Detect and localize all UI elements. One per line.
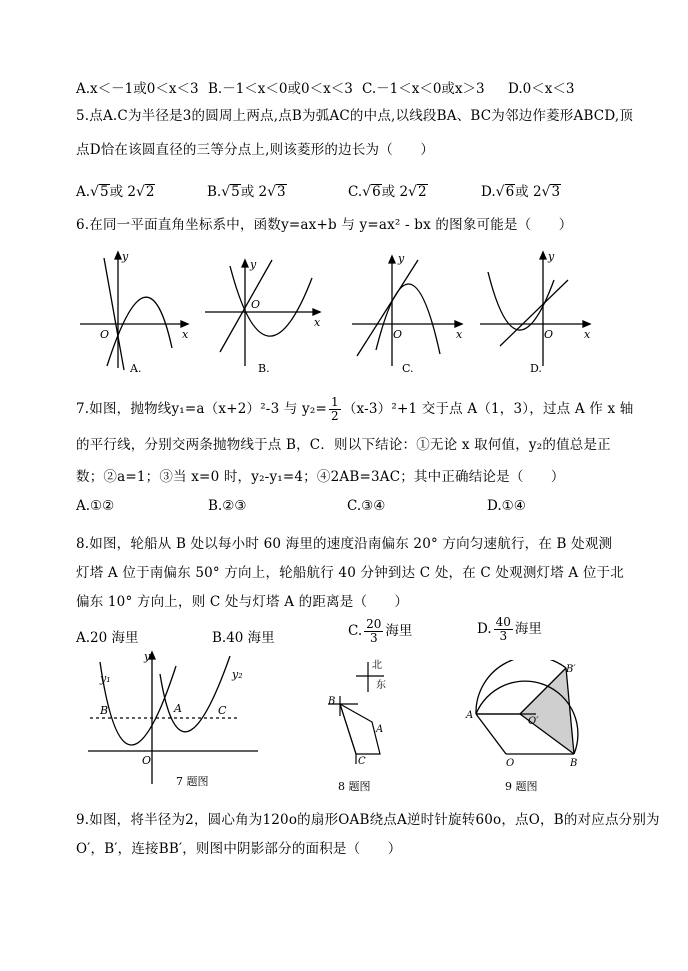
fig8-point-c: C <box>358 756 366 767</box>
fig9-rotated-sector <box>462 660 592 772</box>
q6d-origin-label: O <box>544 328 554 341</box>
q6-caption-b: B. <box>258 362 270 375</box>
fig9-point-b-prime: B′ <box>566 664 576 675</box>
fig7-y-label: y <box>144 650 151 663</box>
fig8-point-a: A <box>376 724 384 735</box>
q7-option-c: C.③④ <box>347 498 386 514</box>
q6c-y-label: y <box>398 252 405 265</box>
q7-option-d: D.①④ <box>487 498 526 514</box>
fig8-north-label: 北 <box>372 660 382 671</box>
q7-option-b: B.②③ <box>208 498 247 514</box>
q8-stem-line3: 偏东 10° 方向上，则 C 处与灯塔 A 的距离是（ ） <box>76 594 409 610</box>
fig7-origin: O <box>142 754 152 767</box>
q8-option-d: D. $\frac{40}{3}$ 海里 <box>477 615 542 643</box>
fig7-parabolas <box>80 648 260 788</box>
q5-option-d: D.√6或 2√3 <box>481 184 561 200</box>
fig8-east-label: 东 <box>376 680 386 691</box>
fig7-y2-label: y₂ <box>232 668 243 681</box>
fig7-point-a: A <box>174 702 182 715</box>
q5-option-b: B.√5或 2√3 <box>207 184 286 200</box>
q4-option-c: C.－1＜x＜0或x＞3 <box>362 81 485 97</box>
q5-option-c: C.√6或 2√2 <box>348 184 427 200</box>
q6a-y-label: y <box>122 250 129 263</box>
q6-caption-a: A. <box>130 362 142 375</box>
q7-stem-line3: 数；②a=1；③当 x=0 时，y₂-y₁=4；④2AB=3AC；其中正确结论是（ ） <box>76 469 565 485</box>
q8-stem-line1: 8.如图，轮船从 B 处以每小时 60 海里的速度沿南偏东 20° 方向匀速航行，在 B 处观测 <box>76 536 613 552</box>
q8-stem-line2: 灯塔 A 位于南偏东 50° 方向上，轮船航行 40 分钟到达 C 处，在 C 处观测灯塔 A 位于北 <box>76 565 624 581</box>
q7-option-a: A.①② <box>76 498 115 514</box>
fig7-caption: 7 题图 <box>176 775 209 788</box>
fig8-caption: 8 题图 <box>338 780 371 793</box>
fig8-navigation <box>318 656 408 768</box>
q4-option-a: A.x＜－1或0＜x＜3 <box>76 81 199 97</box>
q8-option-b: B.40 海里 <box>212 630 275 646</box>
q6d-x-label: x <box>584 328 591 341</box>
fig7-point-c: C <box>218 704 227 717</box>
fig7-y1-label: y₁ <box>100 672 111 685</box>
fig7-point-b: B <box>100 704 109 717</box>
q6c-x-label: x <box>456 328 463 341</box>
fig9-point-b: B <box>570 758 578 769</box>
q6-caption-d: D. <box>530 362 542 375</box>
q6b-y-label: y <box>250 258 257 271</box>
q6b-x-label: x <box>314 316 321 329</box>
q7-stem-line2: 的平行线，分别交两条抛物线于点 B，C．则以下结论：①无论 x 取何值，y₂的值总是正 <box>76 437 611 453</box>
q8-option-c: C. $\frac{20}{3}$ 海里 <box>348 617 413 645</box>
q4-option-b: B.－1＜x＜0或0＜x＜3 <box>208 81 353 97</box>
q6a-x-label: x <box>182 328 189 341</box>
q6-graph-options <box>80 248 600 378</box>
q6-caption-c: C. <box>402 362 414 375</box>
q8-option-a: A.20 海里 <box>76 630 139 646</box>
q5-option-a: A.√5或 2√2 <box>76 184 155 200</box>
q6-stem: 6.在同一平面直角坐标系中，函数y=ax+b 与 y=ax² - bx 的图象可能是（ ） <box>76 217 573 233</box>
q9-stem-line2: O′，B′，连接BB′，则图中阴影部分的面积是（ ） <box>76 841 402 857</box>
q6b-origin-label: O <box>251 298 261 311</box>
q4-option-d: D.0＜x＜3 <box>508 81 575 97</box>
fig9-caption: 9 题图 <box>505 780 538 793</box>
fig8-point-b: B <box>328 696 336 707</box>
q6c-origin-label: O <box>393 328 403 341</box>
fig9-point-o-prime: O′ <box>528 716 539 727</box>
fig9-point-a: A <box>466 710 474 721</box>
fig9-point-o: O <box>506 758 515 769</box>
q9-stem-line1: 9.如图，将半径为2，圆心角为120o的扇形OAB绕点A逆时针旋转60o，点O，B的对应点分别为 <box>76 812 660 828</box>
q7-fraction: $\frac{1}{2}$ <box>331 395 339 423</box>
q5-stem-line2: 点D恰在该圆直径的三等分点上,则该菱形的边长为（ ） <box>76 142 435 158</box>
q6a-origin-label: O <box>100 328 110 341</box>
q7-stem-line1: 7.如图，抛物线y₁=a（x+2）²-3 与 y₂= $\frac{1}{2}$ （x-3）²+1 交于点 A（1，3），过点 A 作 x 轴 <box>76 395 634 423</box>
q5-stem-line1: 5.点A.C为半径是3的圆周上两点,点B为弧AC的中点,以线段BA、BC为邻边作菱形ABCD,顶 <box>76 108 634 124</box>
q6d-y-label: y <box>548 250 555 263</box>
